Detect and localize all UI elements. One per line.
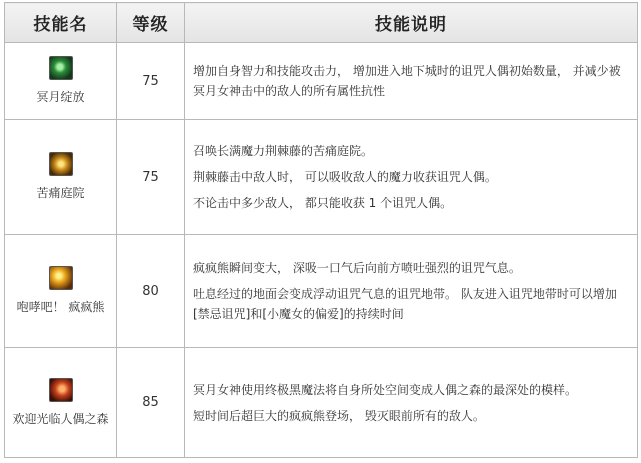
description-line: 增加自身智力和技能攻击力， 增加进入地下城时的诅咒人偶初始数量， 并减少被冥月女神击中的敌人的所有属性抗性: [193, 64, 621, 98]
table-row: [5, 348, 638, 458]
header-description: 技能说明: [185, 3, 638, 43]
skill-name-cell: [5, 43, 117, 120]
description-line: 短时间后超巨大的疯疯熊登场， 毁灭眼前所有的敌人。: [193, 408, 485, 423]
table-row: [5, 43, 638, 120]
description-line: 疯疯熊瞬间变大， 深吸一口气后向前方喷吐强烈的诅咒气息。: [193, 261, 521, 275]
skill-name: 苦痛庭院: [36, 186, 85, 200]
skill-level: 75: [117, 120, 185, 235]
table-row: [5, 235, 638, 348]
header-row: [5, 3, 638, 43]
table-row: [5, 120, 638, 235]
skill-description: [185, 120, 638, 235]
skill-table: [4, 2, 638, 458]
header-level: 等级: [117, 3, 185, 43]
skill-description: [185, 235, 638, 348]
green-moon-skill-icon: [49, 56, 73, 80]
skill-name: 咆哮吧！ 疯疯熊: [16, 300, 105, 314]
header-skill-name: 技能名: [5, 3, 117, 43]
skill-level: 85: [117, 348, 185, 458]
description-line: 荆棘藤击中敌人时， 可以吸收敌人的魔力收获诅咒人偶。: [193, 170, 497, 184]
doll-forest-skill-icon: [49, 378, 73, 402]
skill-description: [185, 43, 638, 120]
description-line: 冥月女神使用终极黑魔法将自身所处空间变成人偶之森的最深处的模样。: [193, 382, 578, 397]
description-line: 召唤长满魔力荆棘藤的苦痛庭院。: [193, 144, 374, 158]
skill-name-cell: [5, 235, 117, 348]
skill-name-cell: [5, 120, 117, 235]
skill-level: 75: [117, 43, 185, 120]
description-line: 不论击中多少敌人， 都只能收获 1 个诅咒人偶。: [193, 196, 453, 210]
skill-name: 冥月绽放: [36, 90, 85, 104]
golden-thorn-skill-icon: [49, 152, 73, 176]
skill-description: [185, 348, 638, 458]
skill-level: 80: [117, 235, 185, 348]
skill-name-cell: [5, 348, 117, 458]
description-line: 吐息经过的地面会变成浮动诅咒气息的诅咒地带。 队友进入诅咒地带时可以增加[禁忌诅咒]和[小魔女的偏爱]的持续时间: [193, 287, 617, 321]
bear-roar-skill-icon: [49, 266, 73, 290]
skill-name: 欢迎光临人偶之森: [12, 411, 109, 426]
